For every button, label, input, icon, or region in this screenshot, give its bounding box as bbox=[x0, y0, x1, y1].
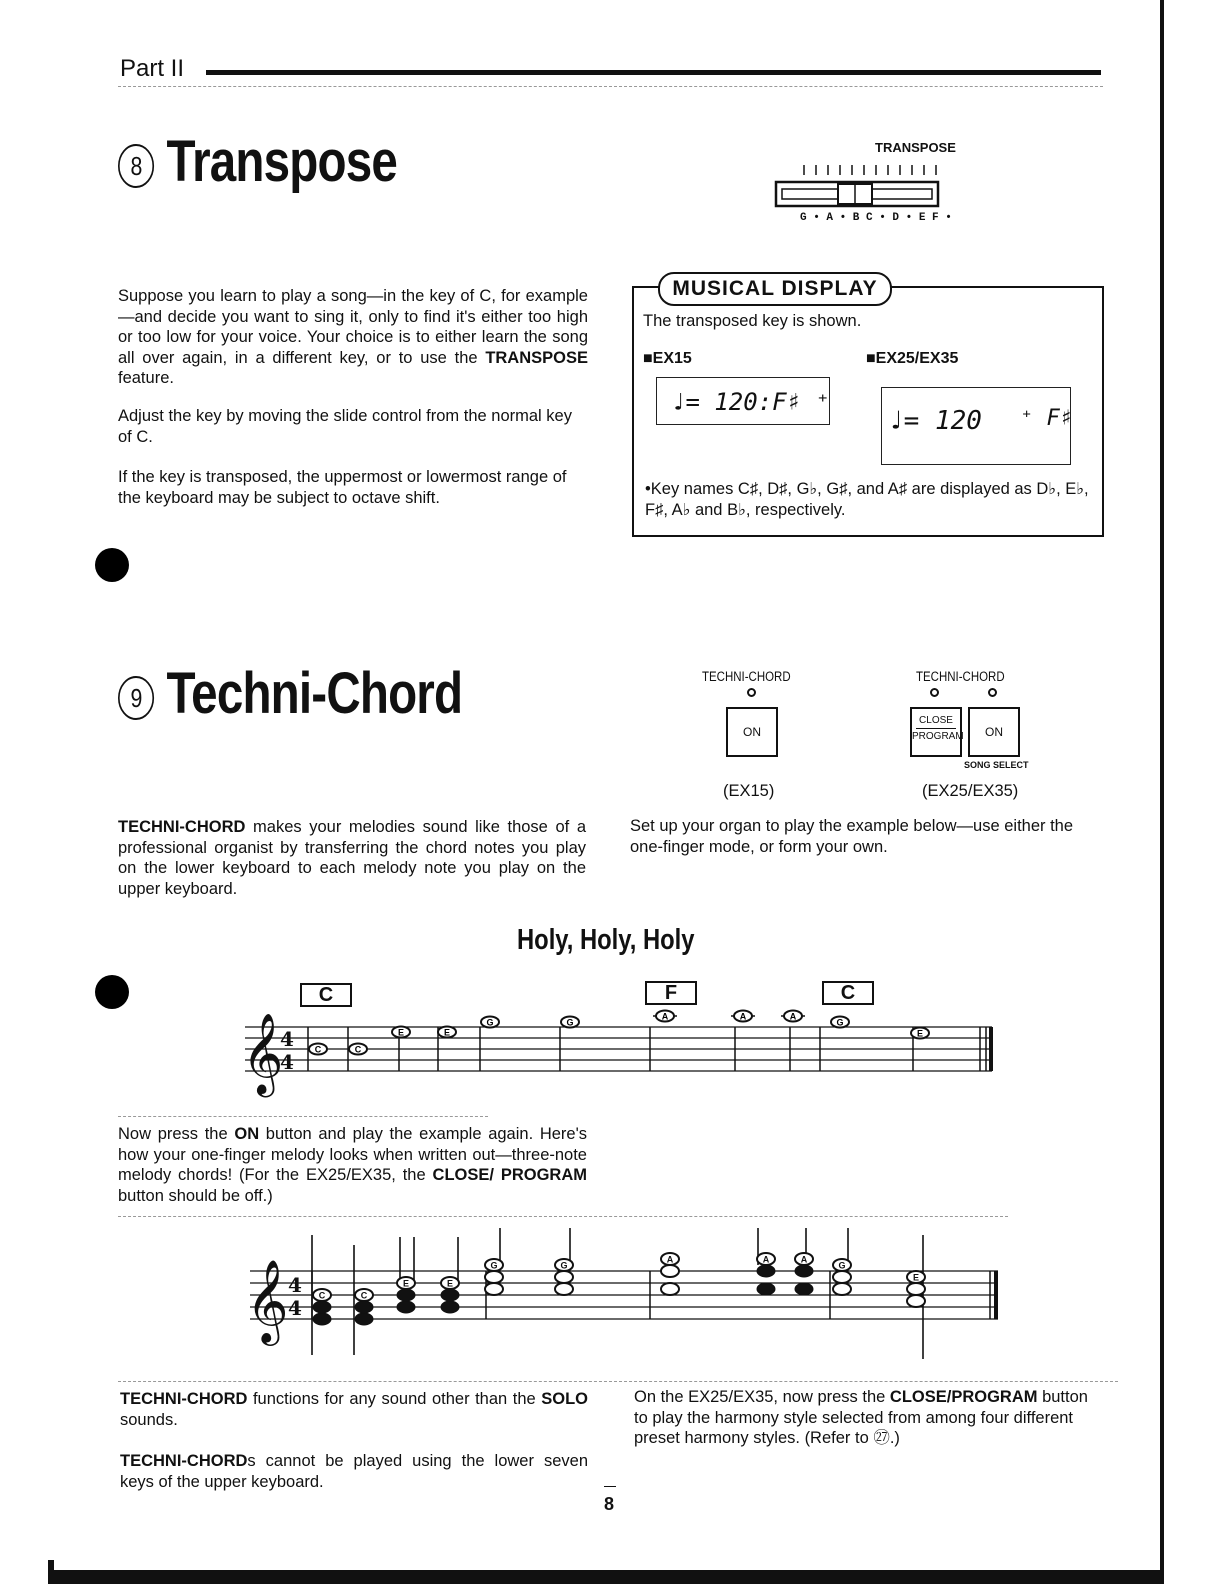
chord-symbol: C bbox=[822, 981, 874, 1005]
close-program-led bbox=[930, 688, 939, 697]
margin-dot bbox=[95, 975, 129, 1009]
section-number-badge: 9 bbox=[118, 676, 154, 720]
svg-text:A: A bbox=[661, 1011, 669, 1022]
harmony-staff bbox=[230, 1225, 1005, 1365]
song-title: Holy, Holy, Holy bbox=[517, 924, 695, 956]
svg-text:4: 4 bbox=[280, 1050, 294, 1074]
svg-text:G: G bbox=[566, 1017, 574, 1028]
page-number-rule bbox=[604, 1486, 616, 1487]
melody-note bbox=[561, 1017, 579, 1028]
page-border-bottom bbox=[48, 1570, 1164, 1584]
melody-note bbox=[349, 1044, 367, 1055]
melody-note bbox=[731, 1011, 755, 1022]
harmony-note-label: G bbox=[838, 1260, 846, 1271]
harmony-note-label: E bbox=[402, 1278, 410, 1289]
key-names-note: •Key names C♯, D♯, G♭, G♯, and A♯ are displayed as D♭, E♭, F♯, A♭ and B♭, respectively. bbox=[645, 480, 1089, 519]
page-border-right bbox=[1160, 0, 1164, 1584]
harmony-note-label: G bbox=[560, 1260, 568, 1271]
harmony-note-label: A bbox=[666, 1254, 674, 1265]
close-program-button[interactable] bbox=[910, 707, 962, 757]
svg-text:G: G bbox=[486, 1017, 494, 1028]
lcd-ex25-tempo: ♩= 120 bbox=[888, 406, 982, 436]
svg-text:E: E bbox=[397, 1027, 405, 1038]
techni-chord-title: Techni-Chord bbox=[166, 661, 463, 726]
techni-chord-led-ex25 bbox=[988, 688, 997, 697]
svg-text:A: A bbox=[789, 1011, 797, 1022]
harmony-note-label: C bbox=[318, 1290, 326, 1301]
lcd-ex15-text: ♩= 120:F♯ ⁺ bbox=[671, 388, 830, 416]
svg-text:𝄞: 𝄞 bbox=[246, 1258, 289, 1342]
harmony-note-label: E bbox=[446, 1278, 454, 1289]
close-label: CLOSE bbox=[919, 715, 953, 726]
transpose-paragraph-3: If the key is transposed, the uppermost or lowermost range of the keyboard may be subject to octave shift. bbox=[118, 468, 567, 507]
header-rule bbox=[206, 70, 1101, 75]
techni-chord-on-button-ex25[interactable]: ON bbox=[968, 707, 1020, 757]
transpose-slider-label: TRANSPOSE bbox=[875, 140, 956, 155]
svg-text:E: E bbox=[916, 1028, 924, 1039]
part-label: Part II bbox=[120, 55, 185, 82]
melody-note bbox=[911, 1028, 929, 1039]
techni-chord-note-2: TECHNI-CHORDs cannot be played using the lower seven keys of the upper keyboard. bbox=[120, 1452, 588, 1491]
harmony-note-label: C bbox=[360, 1290, 368, 1301]
svg-text:4: 4 bbox=[280, 1027, 294, 1051]
divider-dashed bbox=[118, 1216, 1008, 1217]
svg-text:A: A bbox=[739, 1011, 747, 1022]
techni-chord-intro: TECHNI-CHORD makes your melodies sound like those of a professional organist by transferring the chord notes you play on the lower keyboard to each melody note you play on the upper keyboard. bbox=[118, 818, 586, 898]
page-number: 8 bbox=[604, 1494, 615, 1514]
melody-note bbox=[481, 1017, 499, 1028]
musical-display-subtitle: The transposed key is shown. bbox=[643, 312, 862, 330]
program-label: PROGRAM bbox=[912, 731, 964, 742]
techni-chord-panel-label-ex25: TECHNI-CHORD bbox=[916, 669, 1005, 684]
harmony-note-label: G bbox=[490, 1260, 498, 1271]
chord-symbol: C bbox=[300, 983, 352, 1007]
transpose-heading bbox=[118, 128, 397, 195]
lcd-ex25 bbox=[881, 387, 1071, 465]
model-ex25-caption: (EX25/EX35) bbox=[922, 782, 1019, 800]
techni-chord-on-button-ex15[interactable]: ON bbox=[726, 707, 778, 757]
lcd-ex25-key: ⁺ F♯ bbox=[1020, 406, 1073, 431]
section-number-badge: 8 bbox=[118, 144, 154, 188]
model-ex15-label: ■EX15 bbox=[643, 350, 692, 367]
transpose-paragraph-2: Adjust the key by moving the slide control from the normal key of C. bbox=[118, 407, 572, 446]
svg-text:𝄞: 𝄞 bbox=[242, 1012, 284, 1094]
musical-display-title: MUSICAL DISPLAY bbox=[658, 272, 892, 306]
melody-notes bbox=[230, 1005, 1000, 1105]
lcd-ex15 bbox=[656, 377, 830, 425]
transpose-paragraph-1: Suppose you learn to play a song—in the key of C, for example—and decide you want to sing it, only to find it's either too high or too low for your voice. Your choice is to either learn the song all over again, in a different key, or to use the TRANSPOSE feature. bbox=[118, 287, 588, 387]
page-border-corner bbox=[48, 1560, 54, 1584]
divider-dashed bbox=[118, 1381, 1118, 1382]
melody-note bbox=[653, 1011, 677, 1022]
melody-note bbox=[831, 1017, 849, 1028]
now-press-paragraph: Now press the ON button and play the example again. Here's how your one-finger melody looks when written out—three-note melody chords! (For the EX25/EX35, the CLOSE/ PROGRAM button should be off.) bbox=[118, 1125, 588, 1205]
melody-note bbox=[781, 1011, 805, 1022]
techni-chord-note-1: TECHNI-CHORD functions for any sound other than the SOLO sounds. bbox=[120, 1390, 588, 1429]
harmony-note-label: A bbox=[800, 1254, 808, 1265]
harmony-note-label: E bbox=[912, 1272, 920, 1283]
divider-dashed bbox=[118, 1116, 488, 1117]
svg-text:C: C bbox=[354, 1044, 362, 1055]
header-dashed-rule bbox=[118, 86, 1103, 87]
techni-chord-heading bbox=[118, 660, 462, 727]
close-program-note: On the EX25/EX35, now press the CLOSE/PROGRAM button to play the harmony style selected from among four different preset harmony styles. (Refer to ㉗.) bbox=[634, 1388, 1088, 1447]
model-ex25-label: ■EX25/EX35 bbox=[866, 350, 959, 367]
transpose-slider-scale: G • A • B C • D • E F • bbox=[800, 212, 952, 224]
melody-note bbox=[438, 1027, 456, 1038]
svg-text:E: E bbox=[443, 1027, 451, 1038]
model-ex15-caption: (EX15) bbox=[723, 782, 775, 800]
setup-instructions: Set up your organ to play the example below—use either the one-finger mode, or form your own. bbox=[630, 817, 1074, 856]
margin-dot bbox=[95, 548, 129, 582]
song-select-label: SONG SELECT bbox=[964, 760, 1029, 770]
melody-note bbox=[392, 1027, 410, 1038]
svg-text:G: G bbox=[836, 1017, 844, 1028]
chord-symbol: F bbox=[645, 981, 697, 1005]
svg-text:C: C bbox=[314, 1044, 322, 1055]
svg-text:4: 4 bbox=[288, 1296, 302, 1320]
techni-chord-led-ex15 bbox=[747, 688, 756, 697]
techni-chord-panel-label-ex15: TECHNI-CHORD bbox=[702, 669, 791, 684]
harmony-note-label: A bbox=[762, 1254, 770, 1265]
svg-text:4: 4 bbox=[288, 1273, 302, 1297]
melody-note bbox=[309, 1044, 327, 1055]
transpose-title: Transpose bbox=[166, 129, 398, 194]
